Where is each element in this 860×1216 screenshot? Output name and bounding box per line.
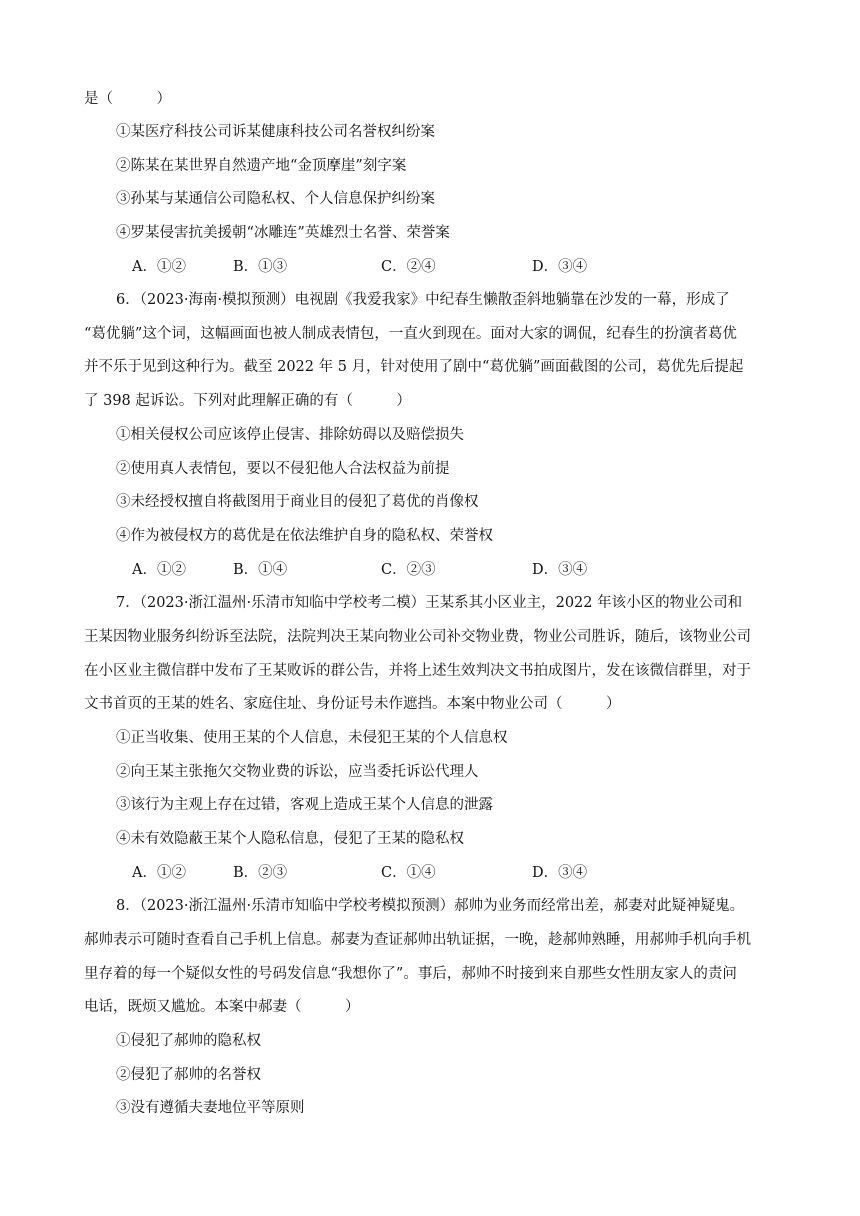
answer-item: ②向王某主张拖欠交物业费的诉讼，应当委托诉讼代理人: [116, 764, 479, 780]
answer-item: ②侵犯了郝帅的名誉权: [116, 1067, 261, 1083]
answer-item: ④罗某侵害抗美援朝“冰雕连”英雄烈士名誉、荣誉案: [116, 225, 450, 241]
question-stem-line: “葛优躺”这个词，这幅画面也被人制成表情包，一直火到现在。面对大家的调侃，纪春生的扮演者葛优: [84, 326, 737, 342]
question-stem-line: 并不乐于见到这种行为。截至 2022 年 5 月，针对使用了剧中“葛优躺”画面截图的公司，葛优先后提起: [84, 359, 744, 375]
question-stem-line: 在小区业主微信群中发布了王某败诉的群公告，并将上述生效判决文书拍成图片，发在该微信群里，对于: [84, 663, 751, 679]
choice-option-a: A．①②: [132, 865, 186, 881]
choice-option-b: B．①③: [233, 259, 288, 275]
choice-option-b: B．①④: [233, 562, 288, 578]
choice-option-c: C．①④: [381, 865, 436, 881]
question-stem-line: 郝帅表示可随时查看自己手机上信息。郝妻为查证郝帅出轨证据，一晚，趁郝帅熟睡，用郝帅手机向手机: [84, 932, 751, 948]
answer-item: ④作为被侵权方的葛优是在依法维护自身的隐私权、荣誉权: [116, 528, 493, 544]
answer-item: ①侵犯了郝帅的隐私权: [116, 1033, 261, 1049]
question-stem-line: 文书首页的王某的姓名、家庭住址、身份证号未作遮挡。本案中物业公司（ ）: [84, 696, 621, 712]
choice-option-d: D．③④: [532, 865, 588, 881]
answer-item: ④未有效隐蔽王某个人隐私信息，侵犯了王某的隐私权: [116, 831, 464, 847]
answer-item: ③孙某与某通信公司隐私权、个人信息保护纠纷案: [116, 191, 435, 207]
answer-item: ③没有遵循夫妻地位平等原则: [116, 1100, 305, 1116]
question-stem-line: 王某因物业服务纠纷诉至法院，法院判决王某向物业公司补交物业费，物业公司胜诉，随后，该物业公司: [84, 629, 751, 645]
choice-option-d: D．③④: [532, 259, 588, 275]
answer-item: ①正当收集、使用王某的个人信息，未侵犯王某的个人信息权: [116, 730, 508, 746]
choice-option-c: C．②④: [381, 259, 436, 275]
answer-item: ①相关侵权公司应该停止侵害、排除妨碍以及赔偿损失: [116, 427, 464, 443]
choice-option-c: C．②③: [381, 562, 436, 578]
question-stem-line: 是（ ）: [84, 91, 171, 107]
answer-item: ③未经授权擅自将截图用于商业目的侵犯了葛优的肖像权: [116, 494, 479, 510]
question-stem-line: 了 398 起诉讼。下列对此理解正确的有（ ）: [84, 393, 411, 409]
answer-item: ③该行为主观上存在过错，客观上造成王某个人信息的泄露: [116, 797, 493, 813]
answer-item: ①某医疗科技公司诉某健康科技公司名誉权纠纷案: [116, 124, 435, 140]
question-stem-line: 8．（2023·浙江温州·乐清市知临中学校考模拟预测）郝帅为业务而经常出差，郝妻对此疑神疑鬼。: [116, 898, 745, 914]
question-stem-line: 里存着的每一个疑似女性的号码发信息“我想你了”。事后，郝帅不时接到来自那些女性朋友家人的责问: [84, 966, 737, 982]
choice-option-a: A．①②: [132, 259, 186, 275]
choice-option-a: A．①②: [132, 562, 186, 578]
question-stem-line: 6．（2023·海南·模拟预测）电视剧《我爱我家》中纪春生懒散歪斜地躺靠在沙发的一幕，形成了: [116, 292, 730, 308]
question-stem-line: 7．（2023·浙江温州·乐清市知临中学校考二模）王某系其小区业主，2022 年该小区的物业公司和: [116, 595, 743, 611]
choice-option-d: D．③④: [532, 562, 588, 578]
answer-item: ②使用真人表情包，要以不侵犯他人合法权益为前提: [116, 461, 450, 477]
question-stem-line: 电话，既烦又尴尬。本案中郝妻（ ）: [84, 999, 360, 1015]
choice-option-b: B．②③: [233, 865, 288, 881]
answer-item: ②陈某在某世界自然遗产地“金顶摩崖”刻字案: [116, 158, 407, 174]
